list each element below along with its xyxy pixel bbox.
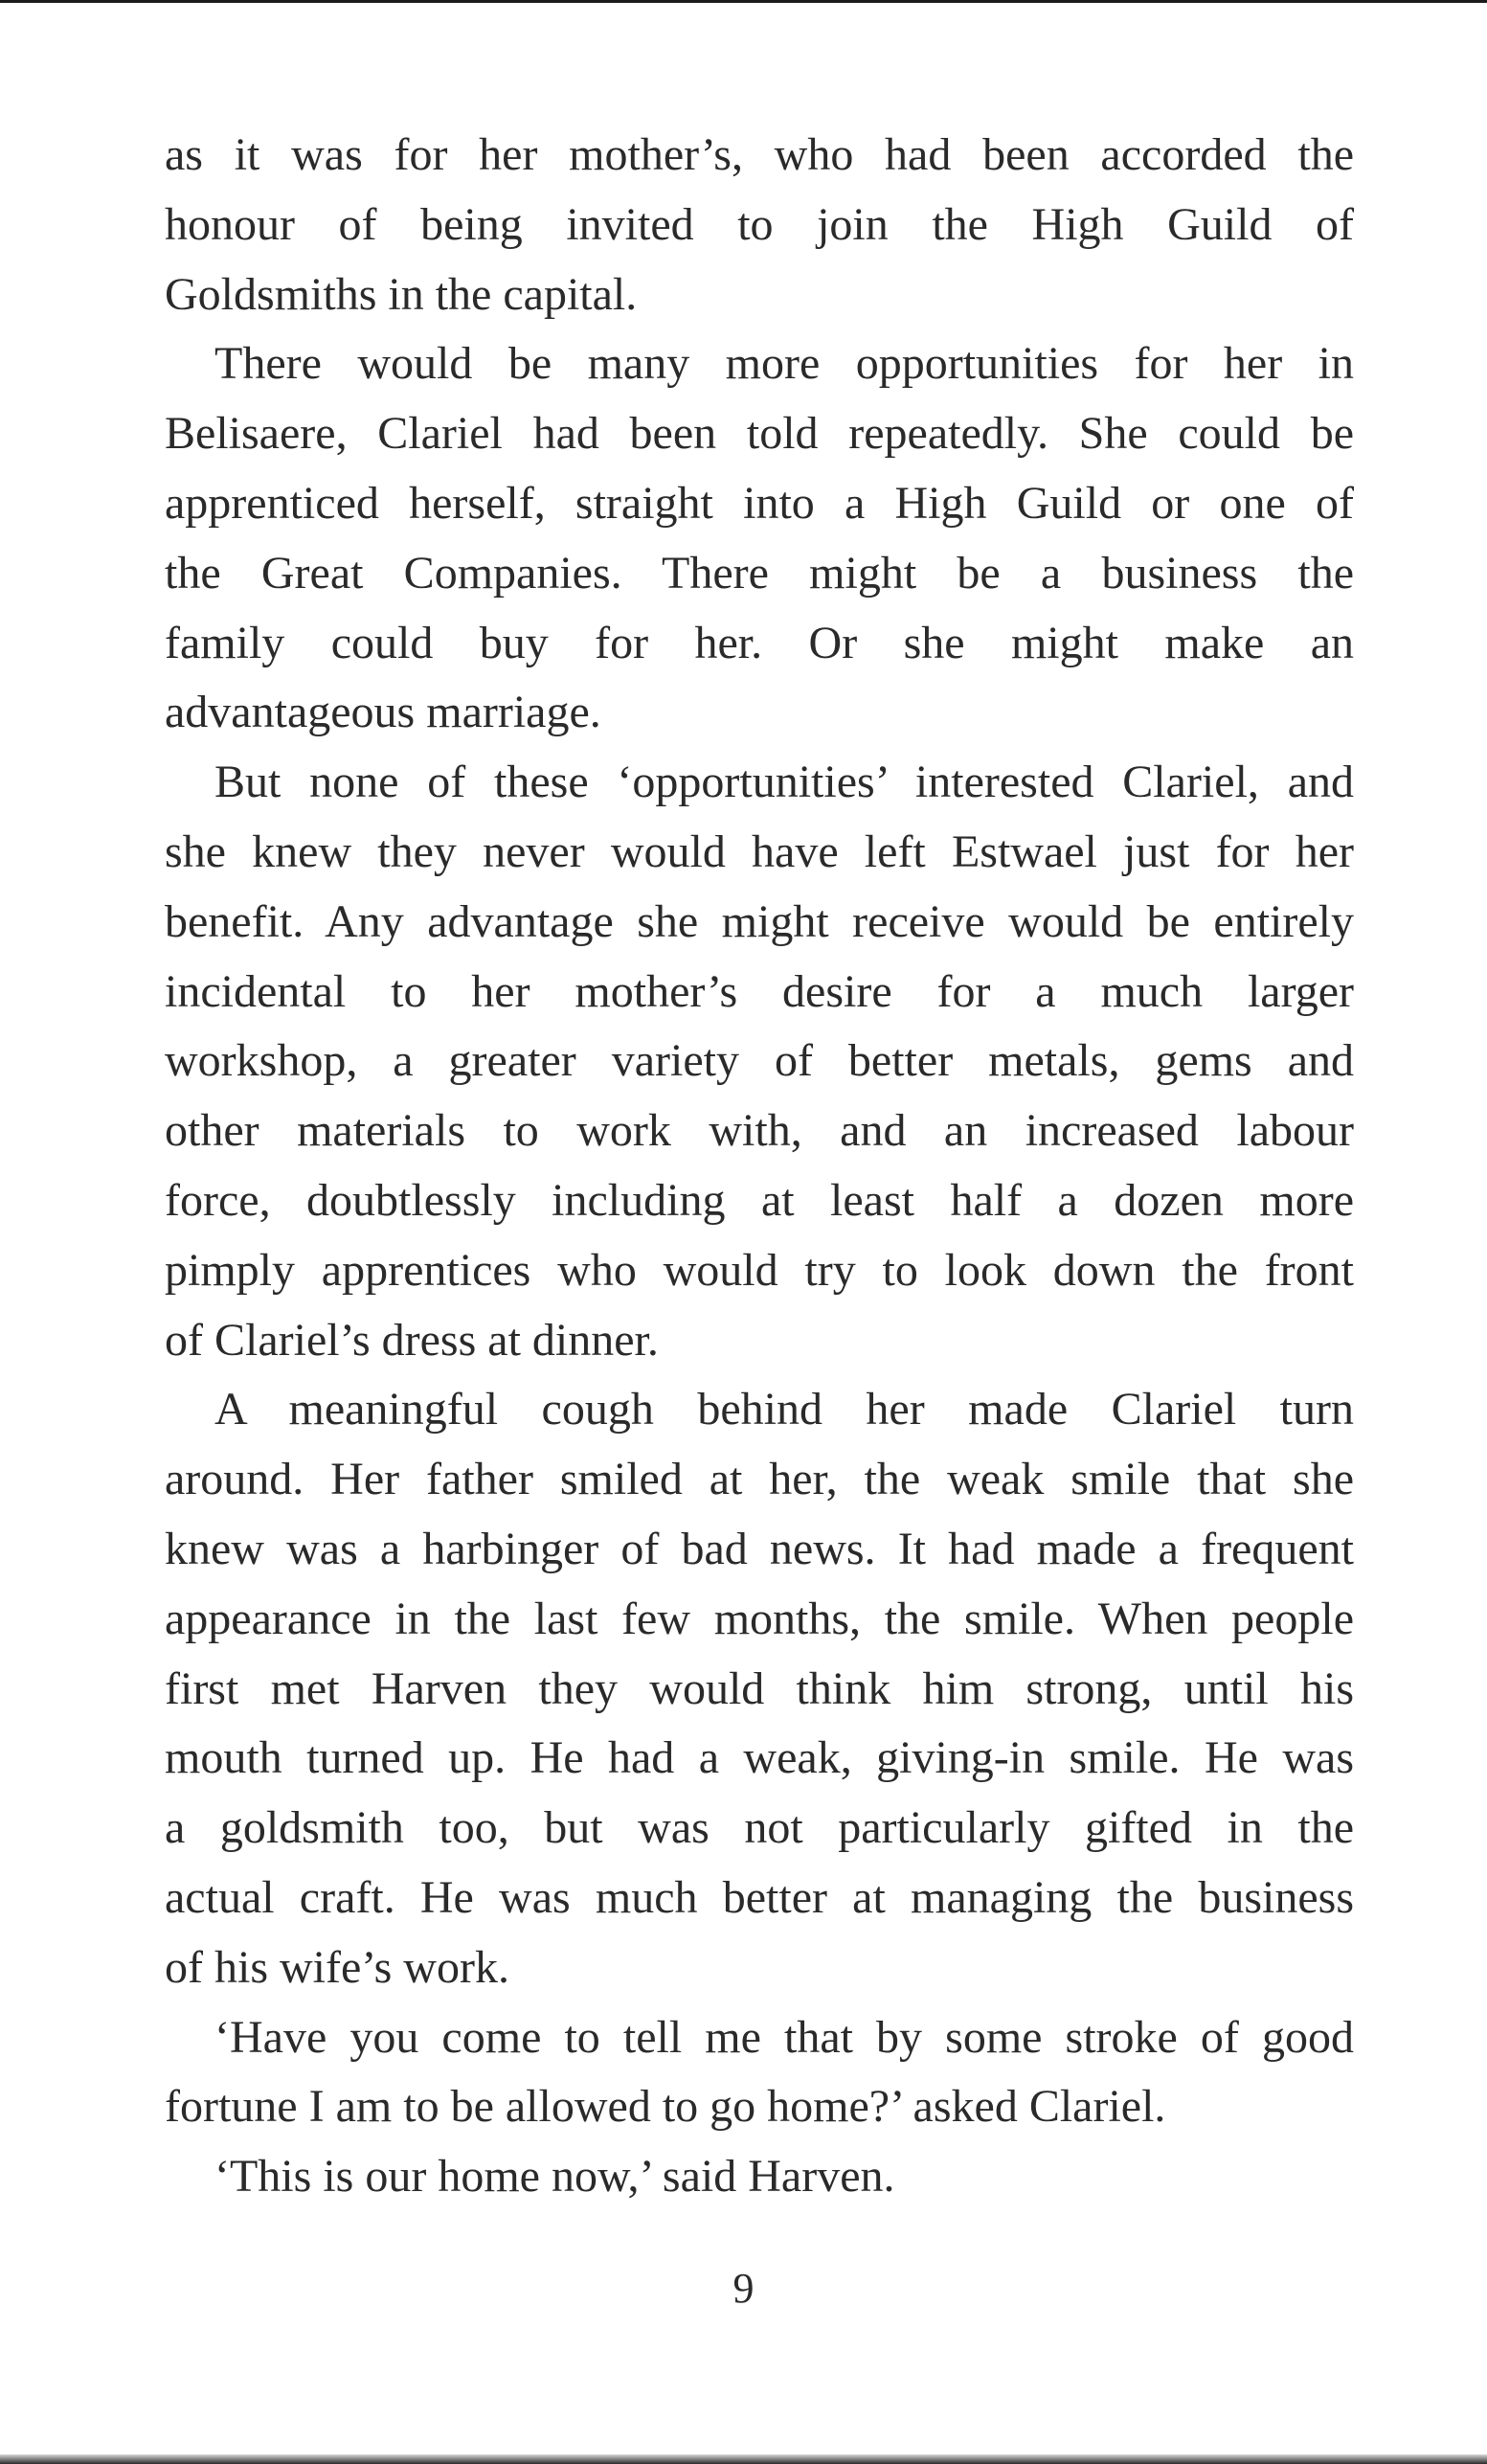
text-line: mouth turned up. He had a weak, giving-in smile. He was [165,1732,1354,1784]
text-line: actual craft. He was much better at managing the business [165,1871,1354,1923]
text-line: There would be many more opportunities for her in [214,338,1354,390]
text-line: But none of these ‘opportunities’ interested Clariel, and [214,757,1354,808]
text-line: ‘This is our home now,’ said Harven. [214,2151,895,2203]
text-line: Goldsmiths in the capital. [165,268,638,320]
text-line: A meaningful cough behind her made Clariel turn [214,1384,1354,1435]
text-line: pimply apprentices who would try to look down the front [165,1244,1354,1296]
text-line: fortune I am to be allowed to go home?’ asked Clariel. [165,2081,1166,2133]
text-line: ‘Have you come to tell me that by some stroke of good [214,2011,1354,2063]
text-line: benefit. Any advantage she might receive would be entirely [165,895,1354,947]
text-line: she knew they never would have left Estwael just for her [165,825,1354,877]
text-line: first met Harven they would think him strong, until his [165,1662,1354,1714]
text-line: family could buy for her. Or she might make an [165,617,1354,668]
scan-top-edge [0,0,1487,3]
text-line: a goldsmith too, but was not particularly gifted in the [165,1802,1354,1854]
text-line: Belisaere, Clariel had been told repeatedly. She could be [165,408,1354,460]
text-line: honour of being invited to join the High Guild of [165,198,1354,250]
text-line: as it was for her mother’s, who had been accorded the [165,129,1354,180]
text-line: the Great Companies. There might be a business the [165,547,1354,599]
text-line: knew was a harbinger of bad news. It had made a frequent [165,1523,1354,1574]
scan-bottom-edge [0,2454,1487,2464]
text-line: around. Her father smiled at her, the weak smile that she [165,1454,1354,1505]
text-line: incidental to her mother’s desire for a much larger [165,965,1354,1017]
text-line: other materials to work with, and an increased labour [165,1105,1354,1157]
body-text [165,121,1354,2212]
text-line: workshop, a greater variety of better metals, gems and [165,1035,1354,1087]
page-number: 9 [732,2265,755,2312]
text-line: appearance in the last few months, the smile. When people [165,1593,1354,1644]
text-line: advantageous marriage. [165,687,601,738]
text-line: apprenticed herself, straight into a High Guild or one of [165,477,1354,529]
text-line: force, doubtlessly including at least half a dozen more [165,1174,1354,1226]
text-line: of Clariel’s dress at dinner. [165,1314,659,1366]
text-line: of his wife’s work. [165,1941,509,1993]
